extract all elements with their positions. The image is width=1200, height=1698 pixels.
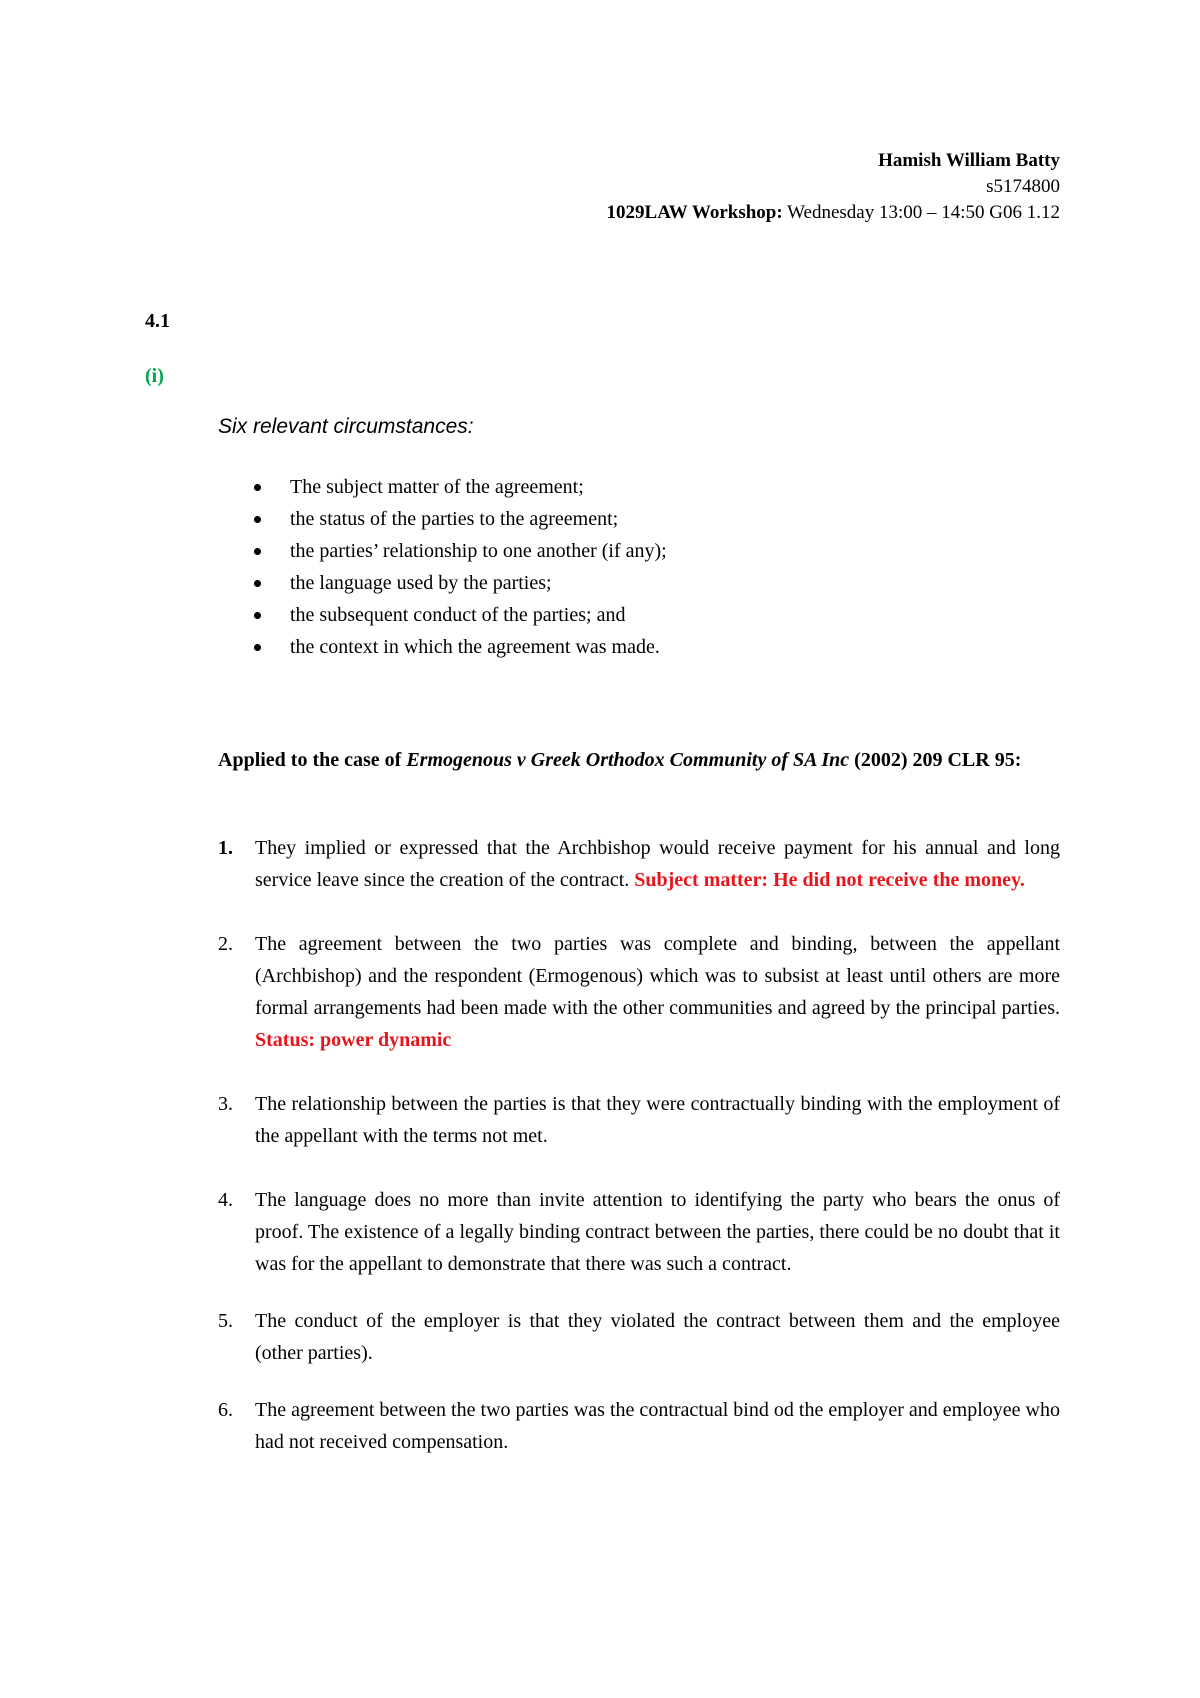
circumstances-list [218, 471, 667, 663]
item-number: 5. [218, 1310, 233, 1332]
workshop-line [607, 200, 1060, 226]
bullet-icon [254, 644, 261, 651]
item-number: 1. [218, 837, 233, 859]
subsection-number: (i) [145, 365, 164, 387]
workshop-details: Wednesday 13:00 – 14:50 G06 1.12 [787, 202, 1060, 223]
case-heading: Applied to the case of Ermogenous v Greek Orthodox Community of SA Inc (2002) 209 CLR 95: [218, 749, 1022, 771]
author-name: Hamish William Batty [878, 150, 1060, 171]
list-item: the context in which the agreement was made. [218, 631, 667, 663]
list-item: 1. They implied or expressed that the Archbishop would receive payment for his annual and long service leave since the creation of the contract. Subject matter: He did not receive the money. [218, 832, 1060, 896]
item-number: 3. [218, 1093, 233, 1115]
bullet-icon [254, 484, 261, 491]
student-id: s5174800 [986, 176, 1060, 197]
list-item: 2. The agreement between the two parties was complete and binding, between the appellant (Archbishop) and the respondent (Ermogenous) which was to subsist at least until others are more formal arrangements had been made with the other communities and agreed by the principal parties. Status: power dynamic [218, 928, 1060, 1056]
bullet-icon [254, 516, 261, 523]
item-number: 2. [218, 933, 233, 955]
list-item: the subsequent conduct of the parties; and [218, 599, 667, 631]
section-number: 4.1 [145, 310, 170, 332]
list-item: 5. The conduct of the employer is that they violated the contract between them and the employee (other parties). [218, 1305, 1060, 1369]
highlight-note: Status: power dynamic [255, 1029, 452, 1051]
bullet-icon [254, 580, 261, 587]
list-item: 6. The agreement between the two parties was the contractual bind od the employer and employee who had not received compensation. [218, 1394, 1060, 1458]
highlight-note: Subject matter: He did not receive the money. [634, 869, 1025, 891]
workshop-label: 1029LAW Workshop: [606, 202, 783, 223]
item-number: 4. [218, 1189, 233, 1211]
bullet-icon [254, 612, 261, 619]
list-item: the language used by the parties; [218, 567, 667, 599]
case-name: Ermogenous v Greek Orthodox Community of SA Inc [406, 749, 850, 771]
list-item: 4. The language does no more than invite attention to identifying the party who bears the onus of proof. The existence of a legally binding contract between the parties, there could be no doubt that it was for the appellant to demonstrate that there was such a contract. [218, 1184, 1060, 1280]
circumstances-title: Six relevant circumstances: [218, 415, 474, 438]
list-item: The subject matter of the agreement; [218, 471, 667, 503]
case-citation: (2002) 209 CLR 95: [849, 749, 1022, 771]
list-item: the parties’ relationship to one another (if any); [218, 535, 667, 567]
application-list [218, 832, 1060, 1458]
list-item: the status of the parties to the agreement; [218, 503, 667, 535]
bullet-icon [254, 548, 261, 555]
author-header [607, 148, 1060, 226]
item-number: 6. [218, 1399, 233, 1421]
list-item: 3. The relationship between the parties is that they were contractually binding with the employment of the appellant with the terms not met. [218, 1088, 1060, 1152]
